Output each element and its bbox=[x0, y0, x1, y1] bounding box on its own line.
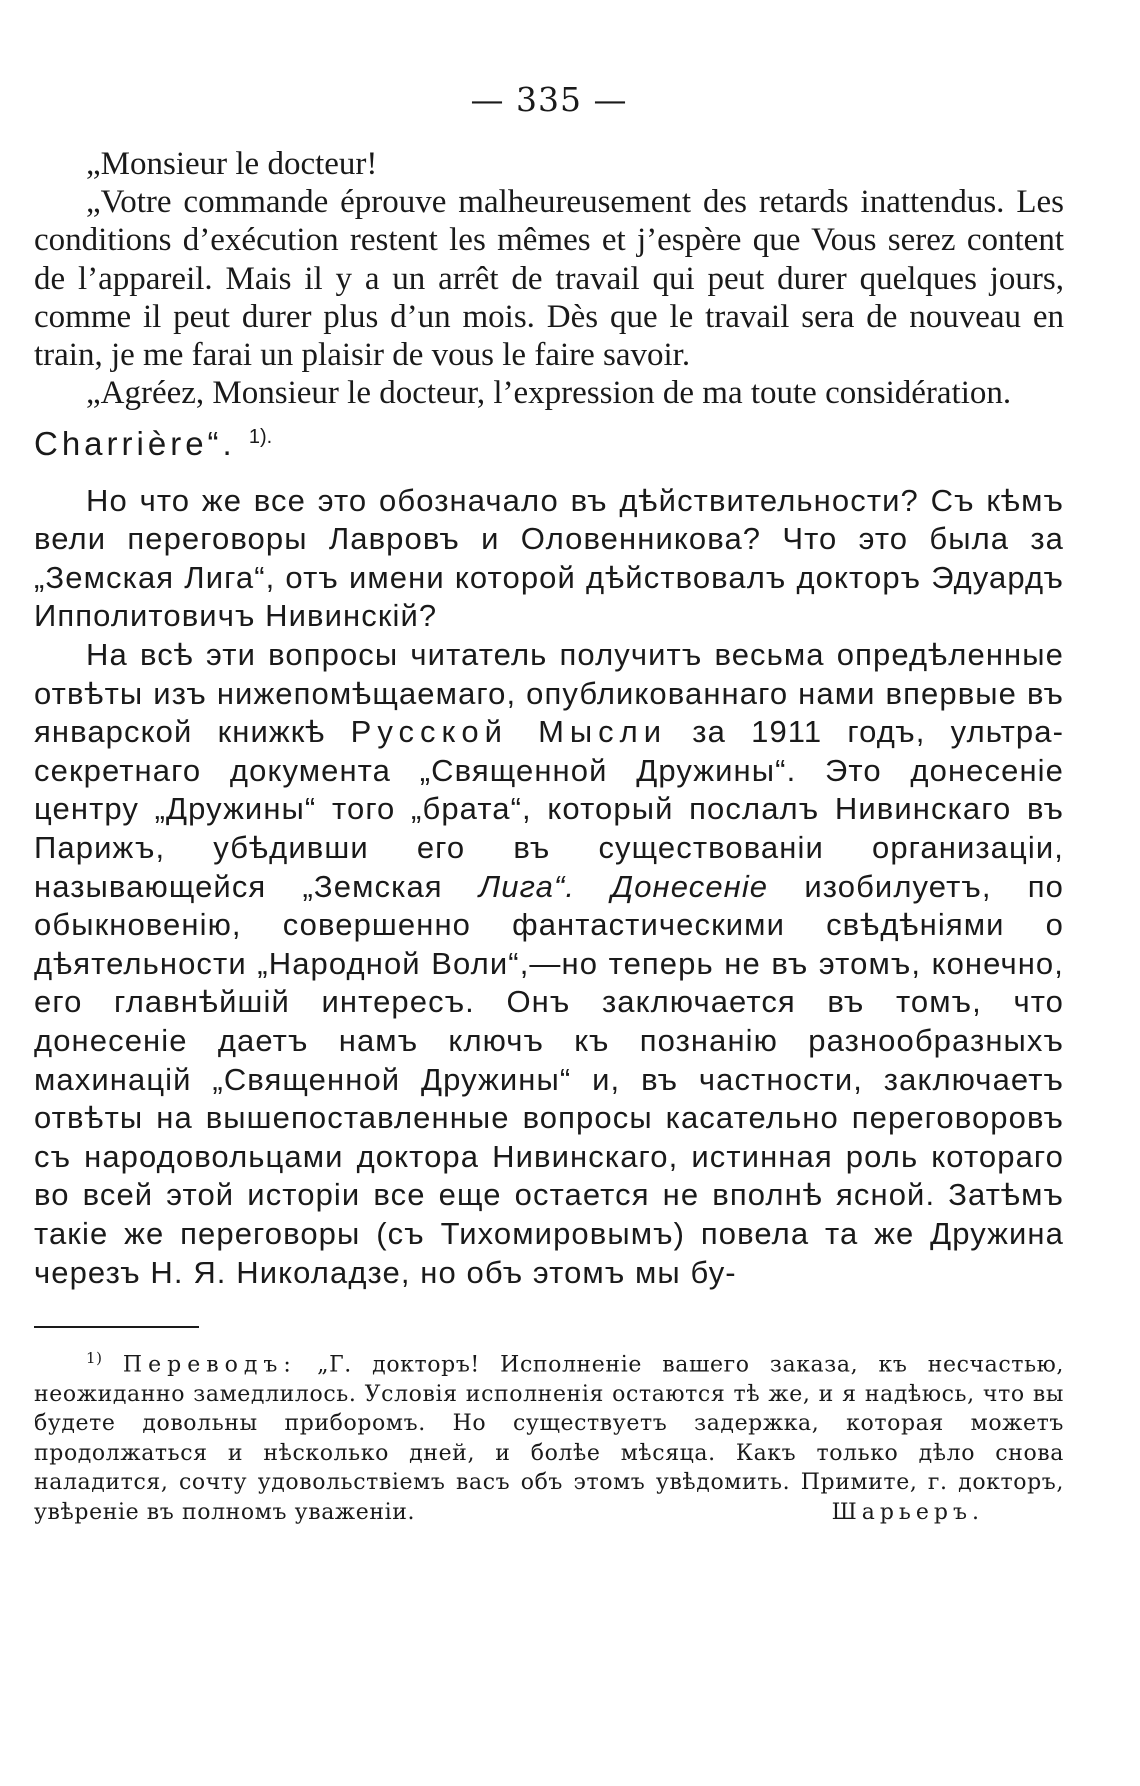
main-text bbox=[34, 482, 1064, 1292]
body-paragraph-2 bbox=[34, 636, 1064, 1292]
letter-signature-name: Charrière“. bbox=[34, 425, 236, 463]
body-paragraph-1: Но что же все это обозначало въ дѣйствительности? Съ кѣмъ вели переговоры Лавровъ и Оловенникова? Что это была за „Земская Лига“, отъ имени которой дѣйствовалъ докторъ Эдуардъ Ипполитовичъ Нивинскій? bbox=[34, 482, 1064, 634]
letter-signature-footnote-ref: 1). bbox=[248, 426, 273, 449]
body-paragraph-2-italic: Лига“. Донесеніе bbox=[478, 868, 769, 904]
french-letter bbox=[34, 145, 1064, 464]
footnote-text bbox=[34, 1344, 1064, 1527]
footnote-body: „Г. докторъ! Исполненіе вашего заказа, къ несчастью, неожиданно замедлилось. Условія исполненія остаются тѣ же, и я надѣюсь, что вы будете довольны приборомъ. Но существуетъ задержка, которая можетъ продолжаться и нѣсколько дней, и болѣе мѣсяца. Какъ только дѣло снова наладится, сочту удовольствіемъ васъ объ этомъ увѣдомить. Примите, г. докторъ, увѣреніе въ полномъ уваженіи. bbox=[34, 1352, 1065, 1525]
journal-title: Русской Мысли bbox=[350, 714, 668, 750]
footnote-label: Переводъ: bbox=[122, 1352, 297, 1378]
footnote-marker: 1) bbox=[86, 1349, 103, 1368]
letter-paragraph-2: „Agréez, Monsieur le docteur, l’expression de ma toute considération. bbox=[86, 375, 1012, 412]
footnote-signature: Шарьеръ. bbox=[831, 1499, 984, 1525]
letter-paragraph-1: „Votre commande éprouve malheureusement des retards inattendus. Les conditions d’exécution restent les mêmes et j’espère que Vous serez content de l’appareil. Mais il y a un arrêt de travail qui peut durer quelques jours, comme il peut durer plus d’un mois. Dès que le travail sera de nouveau en train, je me farai un plaisir de vous le faire savoir. bbox=[34, 184, 1064, 374]
footnote-divider bbox=[34, 1326, 199, 1328]
letter-salutation: „Monsieur le docteur! bbox=[86, 146, 378, 182]
body-paragraph-2-part-a: На всѣ эти вопросы читатель получитъ весьма опредѣленные отвѣты изъ нижепомѣщаемаго, опубликованнаго нами впервые въ январской книжкѣ bbox=[34, 637, 1064, 750]
footnote bbox=[34, 1344, 1064, 1527]
page-number: — 335 — bbox=[470, 80, 628, 119]
page bbox=[34, 80, 1064, 1527]
letter-signature bbox=[34, 418, 1064, 463]
body-paragraph-2-part-c: изобилуетъ, по обыкновенію, совершенно фантастическими свѣдѣніями о дѣятельности „Народной Воли“,—но теперь не въ этомъ, конечно, его главнѣйшій интересъ. Онъ заключается въ томъ, что донесеніе даетъ намъ ключъ къ познанію разнообразныхъ махинацій „Священной Дружины“ и, въ частности, заключаетъ отвѣты на вышепоставленные вопросы касательно переговоровъ съ народовольцами доктора Нивинскаго, истинная роль котораго во всей этой исторіи все еще остается не вполнѣ ясной. Затѣмъ такіе же переговоры (съ Тихомировымъ) повела та же Дружина черезъ Н. Я. Николадзе, но объ этомъ мы бу- bbox=[34, 868, 1065, 1290]
body-paragraph-2-part-b: за 1911 годъ, ультра-секретнаго документа „Священной Дружины“. Это донесеніе центру „Дружины“ того „брата“, который послалъ Нивинскаго въ Парижъ, убѣдивши его въ существованіи организаціи, называющейся „Земская bbox=[34, 714, 1064, 904]
